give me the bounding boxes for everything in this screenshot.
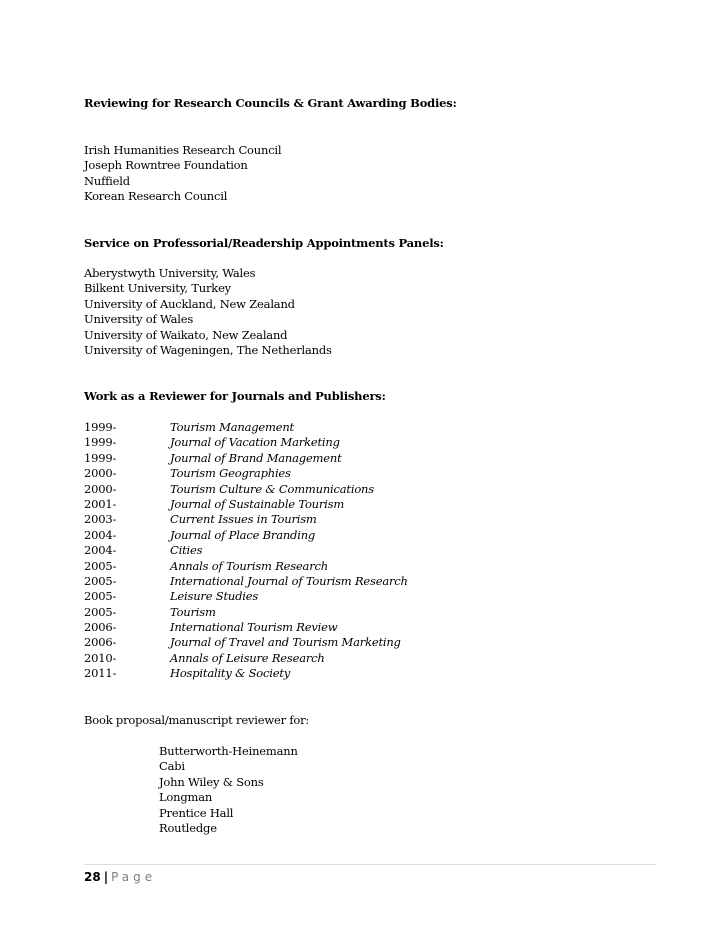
- footer-separator: |: [103, 870, 109, 884]
- publisher-list: [159, 744, 298, 836]
- book-proposal-intro: Book proposal/manuscript reviewer for:: [84, 713, 310, 727]
- journal-title: Leisure Studies: [170, 589, 259, 604]
- journal-year: 2005-: [84, 604, 117, 619]
- journal-year: 2001-: [84, 496, 117, 511]
- journal-title: Tourism Management: [170, 420, 294, 434]
- journal-title: Annals of Leisure Research: [170, 650, 325, 665]
- journal-year: 1999-: [84, 420, 117, 434]
- list-item: Korean Research Council: [84, 189, 228, 204]
- list-item: Irish Humanities Research Council: [84, 143, 282, 157]
- list-item: Cabi: [159, 759, 185, 774]
- list-item: Joseph Rowntree Foundation: [84, 158, 248, 173]
- journal-year: 2010-: [84, 650, 117, 665]
- list-item: Nuffield: [84, 173, 130, 188]
- list-item: Butterworth-Heinemann: [159, 744, 298, 758]
- list-item: Prentice Hall: [159, 805, 234, 820]
- journal-title: Tourism: [170, 604, 216, 619]
- journals-heading: Work as a Reviewer for Journals and Publishers:: [84, 389, 386, 403]
- journal-title: Tourism Culture & Communications: [170, 481, 374, 496]
- journal-year: 2006-: [84, 620, 117, 635]
- journal-year: 2000-: [84, 481, 117, 496]
- journal-title: Annals of Tourism Research: [170, 558, 328, 573]
- journal-title: Journal of Place Branding: [170, 527, 316, 542]
- list-item: Bilkent University, Turkey: [84, 281, 231, 296]
- journal-year: 2004-: [84, 527, 117, 542]
- journal-year: 1999-: [84, 435, 117, 450]
- list-item: University of Waikato, New Zealand: [84, 327, 288, 342]
- appointment-panels-list: [84, 266, 332, 358]
- journal-year: 2004-: [84, 543, 117, 558]
- journal-title: Journal of Vacation Marketing: [170, 435, 340, 450]
- page-footer: [84, 869, 156, 885]
- list-item: Longman: [159, 790, 213, 805]
- research-councils-list: [84, 143, 281, 205]
- journal-title: Journal of Travel and Tourism Marketing: [170, 635, 401, 650]
- list-item: Routledge: [159, 820, 217, 835]
- journal-year: 2005-: [84, 589, 117, 604]
- list-item: University of Auckland, New Zealand: [84, 296, 295, 311]
- list-item: University of Wales: [84, 312, 194, 327]
- journal-year: 1999-: [84, 450, 117, 465]
- journal-title: Cities: [170, 543, 203, 558]
- research-councils-heading: Reviewing for Research Councils & Grant Awarding Bodies:: [84, 96, 457, 110]
- journal-year: 2006-: [84, 635, 117, 650]
- journal-title: Tourism Geographies: [170, 466, 291, 481]
- page-number: 28: [84, 870, 101, 884]
- journal-title: Journal of Sustainable Tourism: [170, 496, 345, 511]
- journal-year: 2005-: [84, 558, 117, 573]
- journal-year: 2003-: [84, 512, 117, 527]
- list-item: John Wiley & Sons: [159, 774, 264, 789]
- appointment-panels-heading: Service on Professorial/Readership Appointments Panels:: [84, 236, 444, 250]
- journal-title: International Tourism Review: [170, 620, 338, 635]
- journal-title: International Journal of Tourism Research: [170, 573, 408, 588]
- list-item: Aberystwyth University, Wales: [84, 266, 256, 280]
- journal-year: 2005-: [84, 573, 117, 588]
- page-label: Page: [111, 870, 157, 884]
- journal-title: Journal of Brand Management: [170, 450, 342, 465]
- journal-year: 2000-: [84, 466, 117, 481]
- list-item: University of Wageningen, The Netherlands: [84, 342, 332, 357]
- journal-title: Hospitality & Society: [170, 666, 291, 681]
- journal-year: 2011-: [84, 666, 117, 681]
- footer-divider: [84, 864, 656, 865]
- journal-title: Current Issues in Tourism: [170, 512, 317, 527]
